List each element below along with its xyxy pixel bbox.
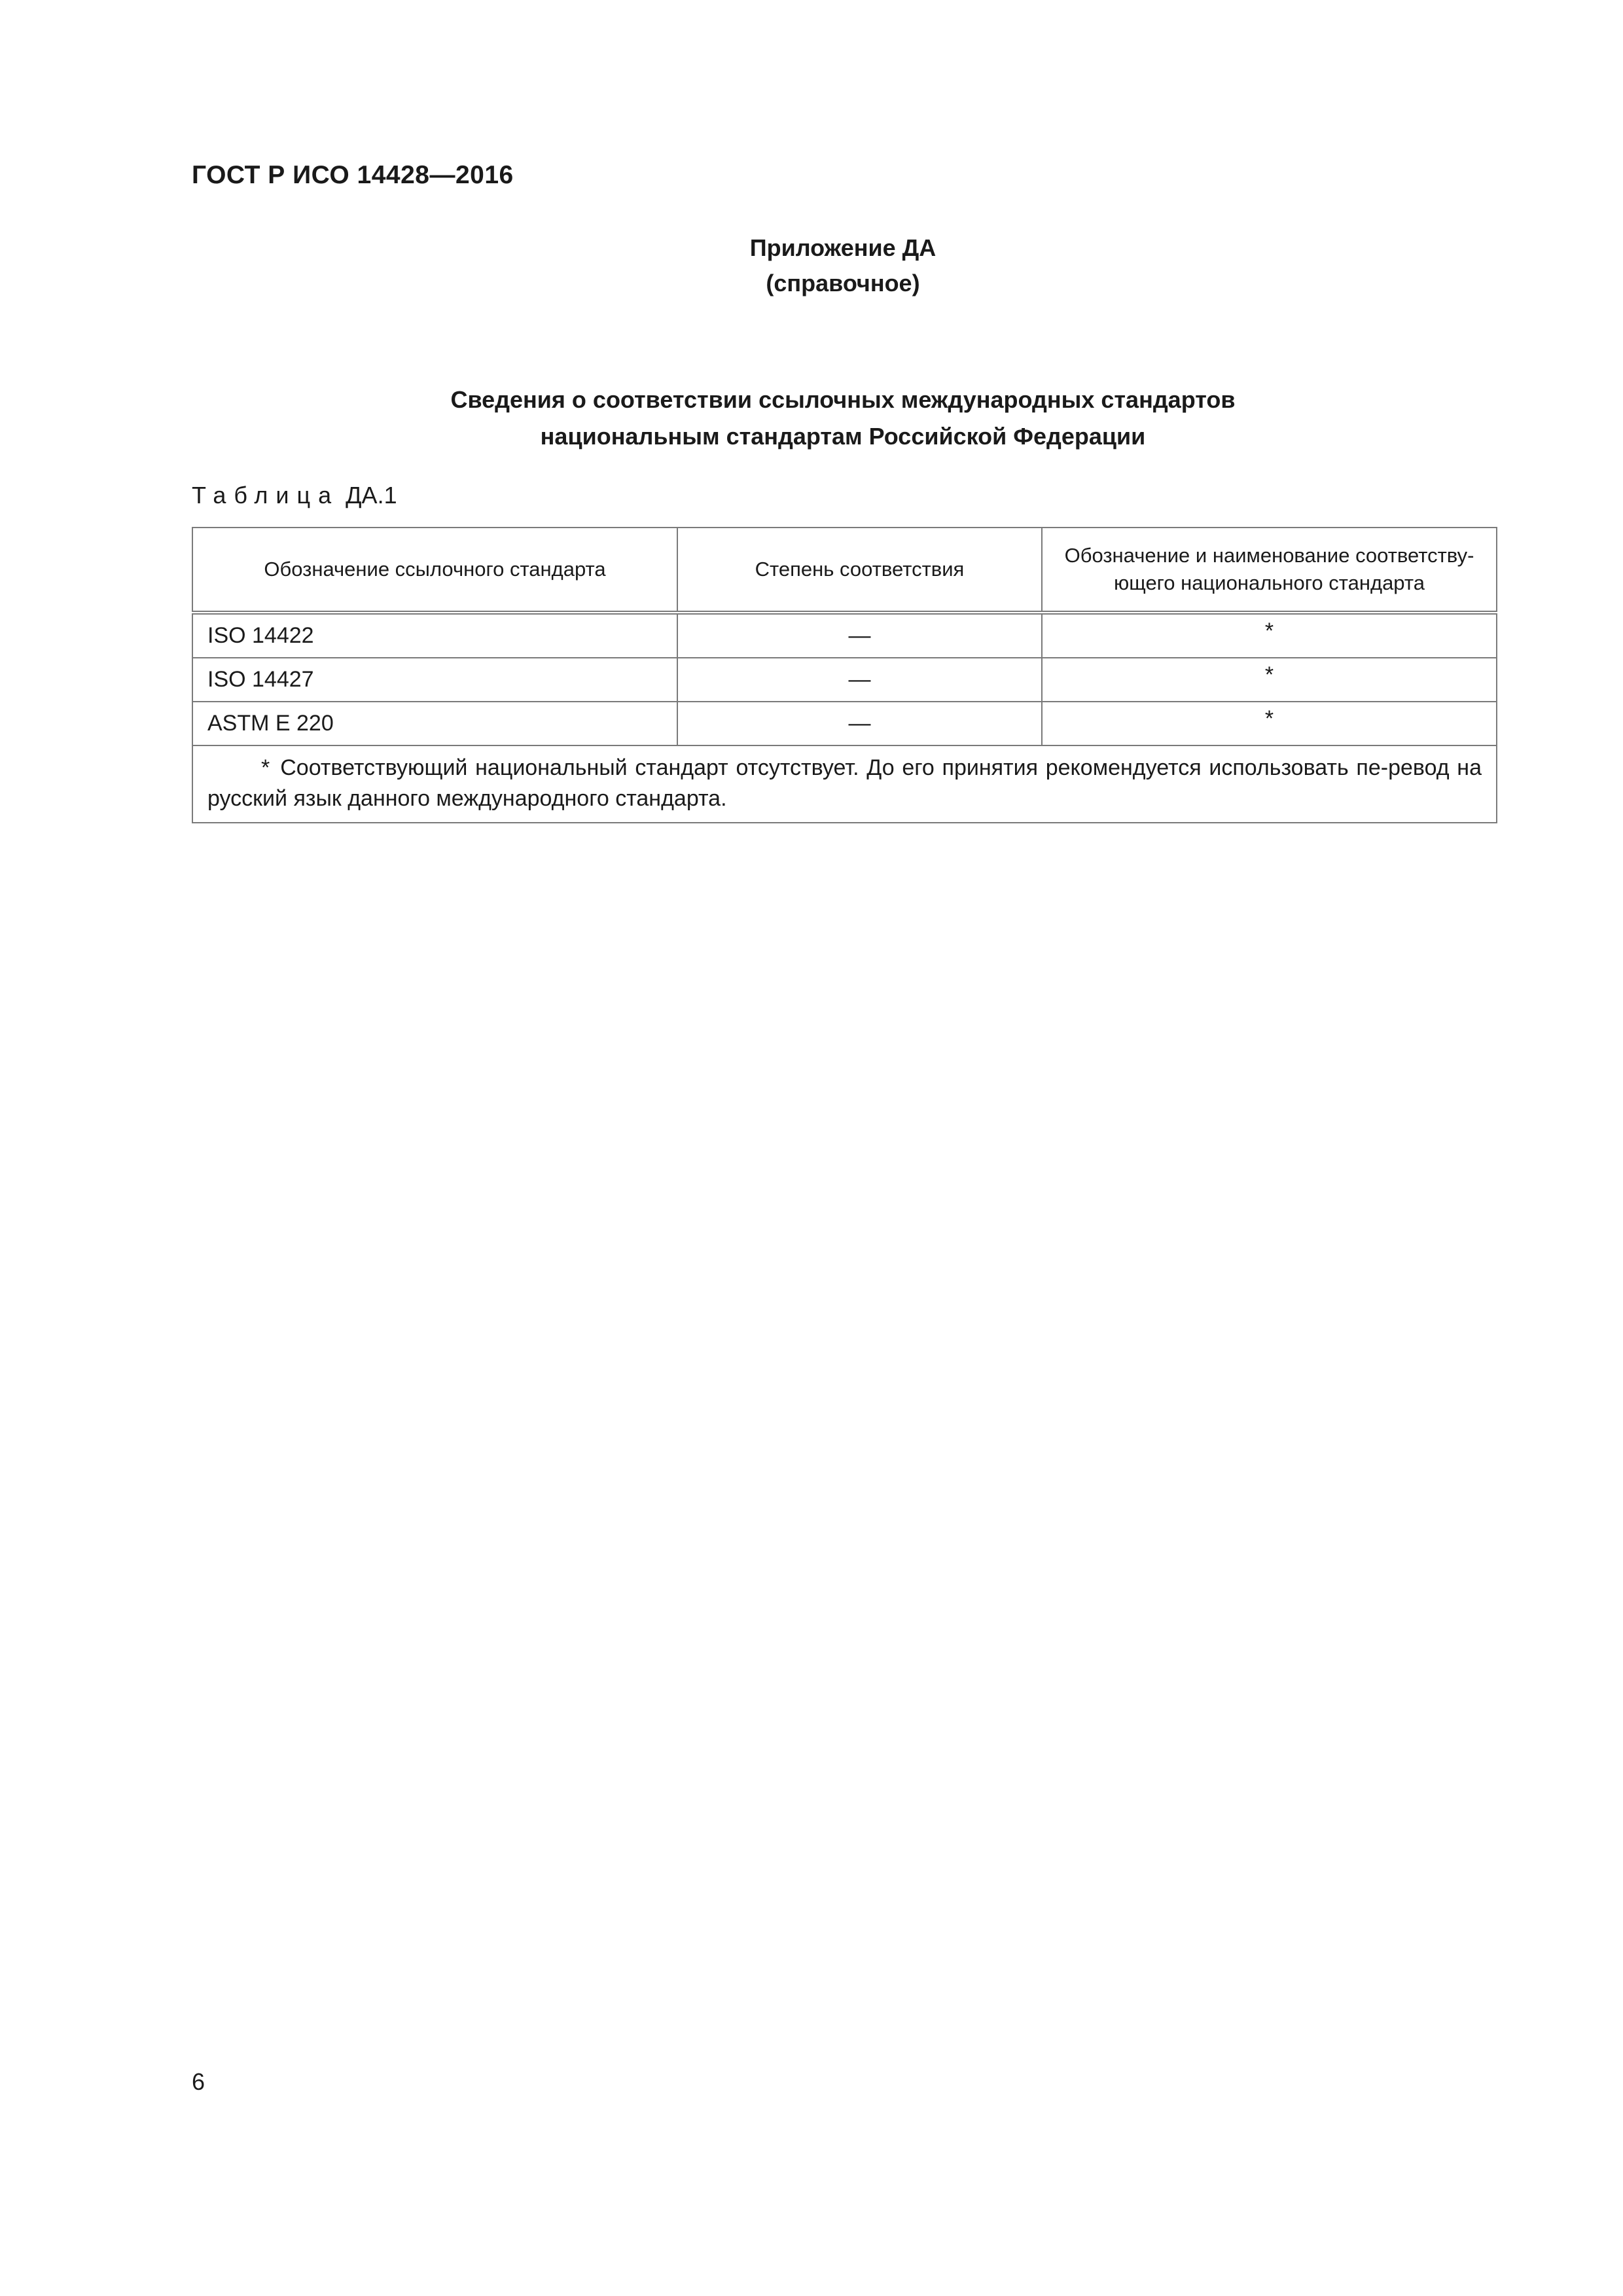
table-row: [192, 613, 1497, 658]
footnote-mark: *: [261, 755, 270, 780]
section-title: [192, 382, 1494, 455]
cell-degree: —: [677, 658, 1042, 702]
annex-heading: [192, 230, 1494, 301]
column-header-designation: Обозначение ссылочного стандарта: [192, 528, 677, 613]
section-title-line-2: национальным стандартам Российской Федерации: [540, 423, 1146, 450]
table-header-row: [192, 528, 1497, 613]
cell-degree: —: [677, 613, 1042, 658]
cell-designation: ISO 14422: [192, 613, 677, 658]
cell-designation: ISO 14427: [192, 658, 677, 702]
table-row: [192, 658, 1497, 702]
cell-degree: —: [677, 702, 1042, 745]
annex-kind: (справочное): [766, 270, 920, 296]
correspondence-table: [192, 527, 1497, 823]
table-row: [192, 702, 1497, 745]
column-header-degree: Степень соответствия: [677, 528, 1042, 613]
table-caption-number: ДА.1: [346, 482, 397, 509]
table-caption-word: Таблица: [192, 482, 340, 509]
footnote-text: Соответствующий национальный стандарт отсутствует. До его принятия рекомендуется использовать пе-ревод на русский язык данного международного стандарта.: [207, 755, 1482, 811]
cell-national-standard: *: [1042, 702, 1497, 745]
page-number: 6: [192, 2068, 205, 2095]
cell-designation: ASTM E 220: [192, 702, 677, 745]
section-title-line-1: Сведения о соответствии ссылочных международных стандартов: [450, 386, 1236, 413]
cell-national-standard: *: [1042, 658, 1497, 702]
table-caption: [192, 482, 397, 509]
cell-national-standard: *: [1042, 613, 1497, 658]
column-header-national-standard: Обозначение и наименование соответству-ющего национального стандарта: [1042, 528, 1497, 613]
document-code: ГОСТ Р ИСО 14428—2016: [192, 161, 514, 189]
table-footnote-row: [192, 745, 1497, 823]
table-footnote: [192, 745, 1497, 823]
annex-title: Приложение ДА: [749, 234, 936, 261]
